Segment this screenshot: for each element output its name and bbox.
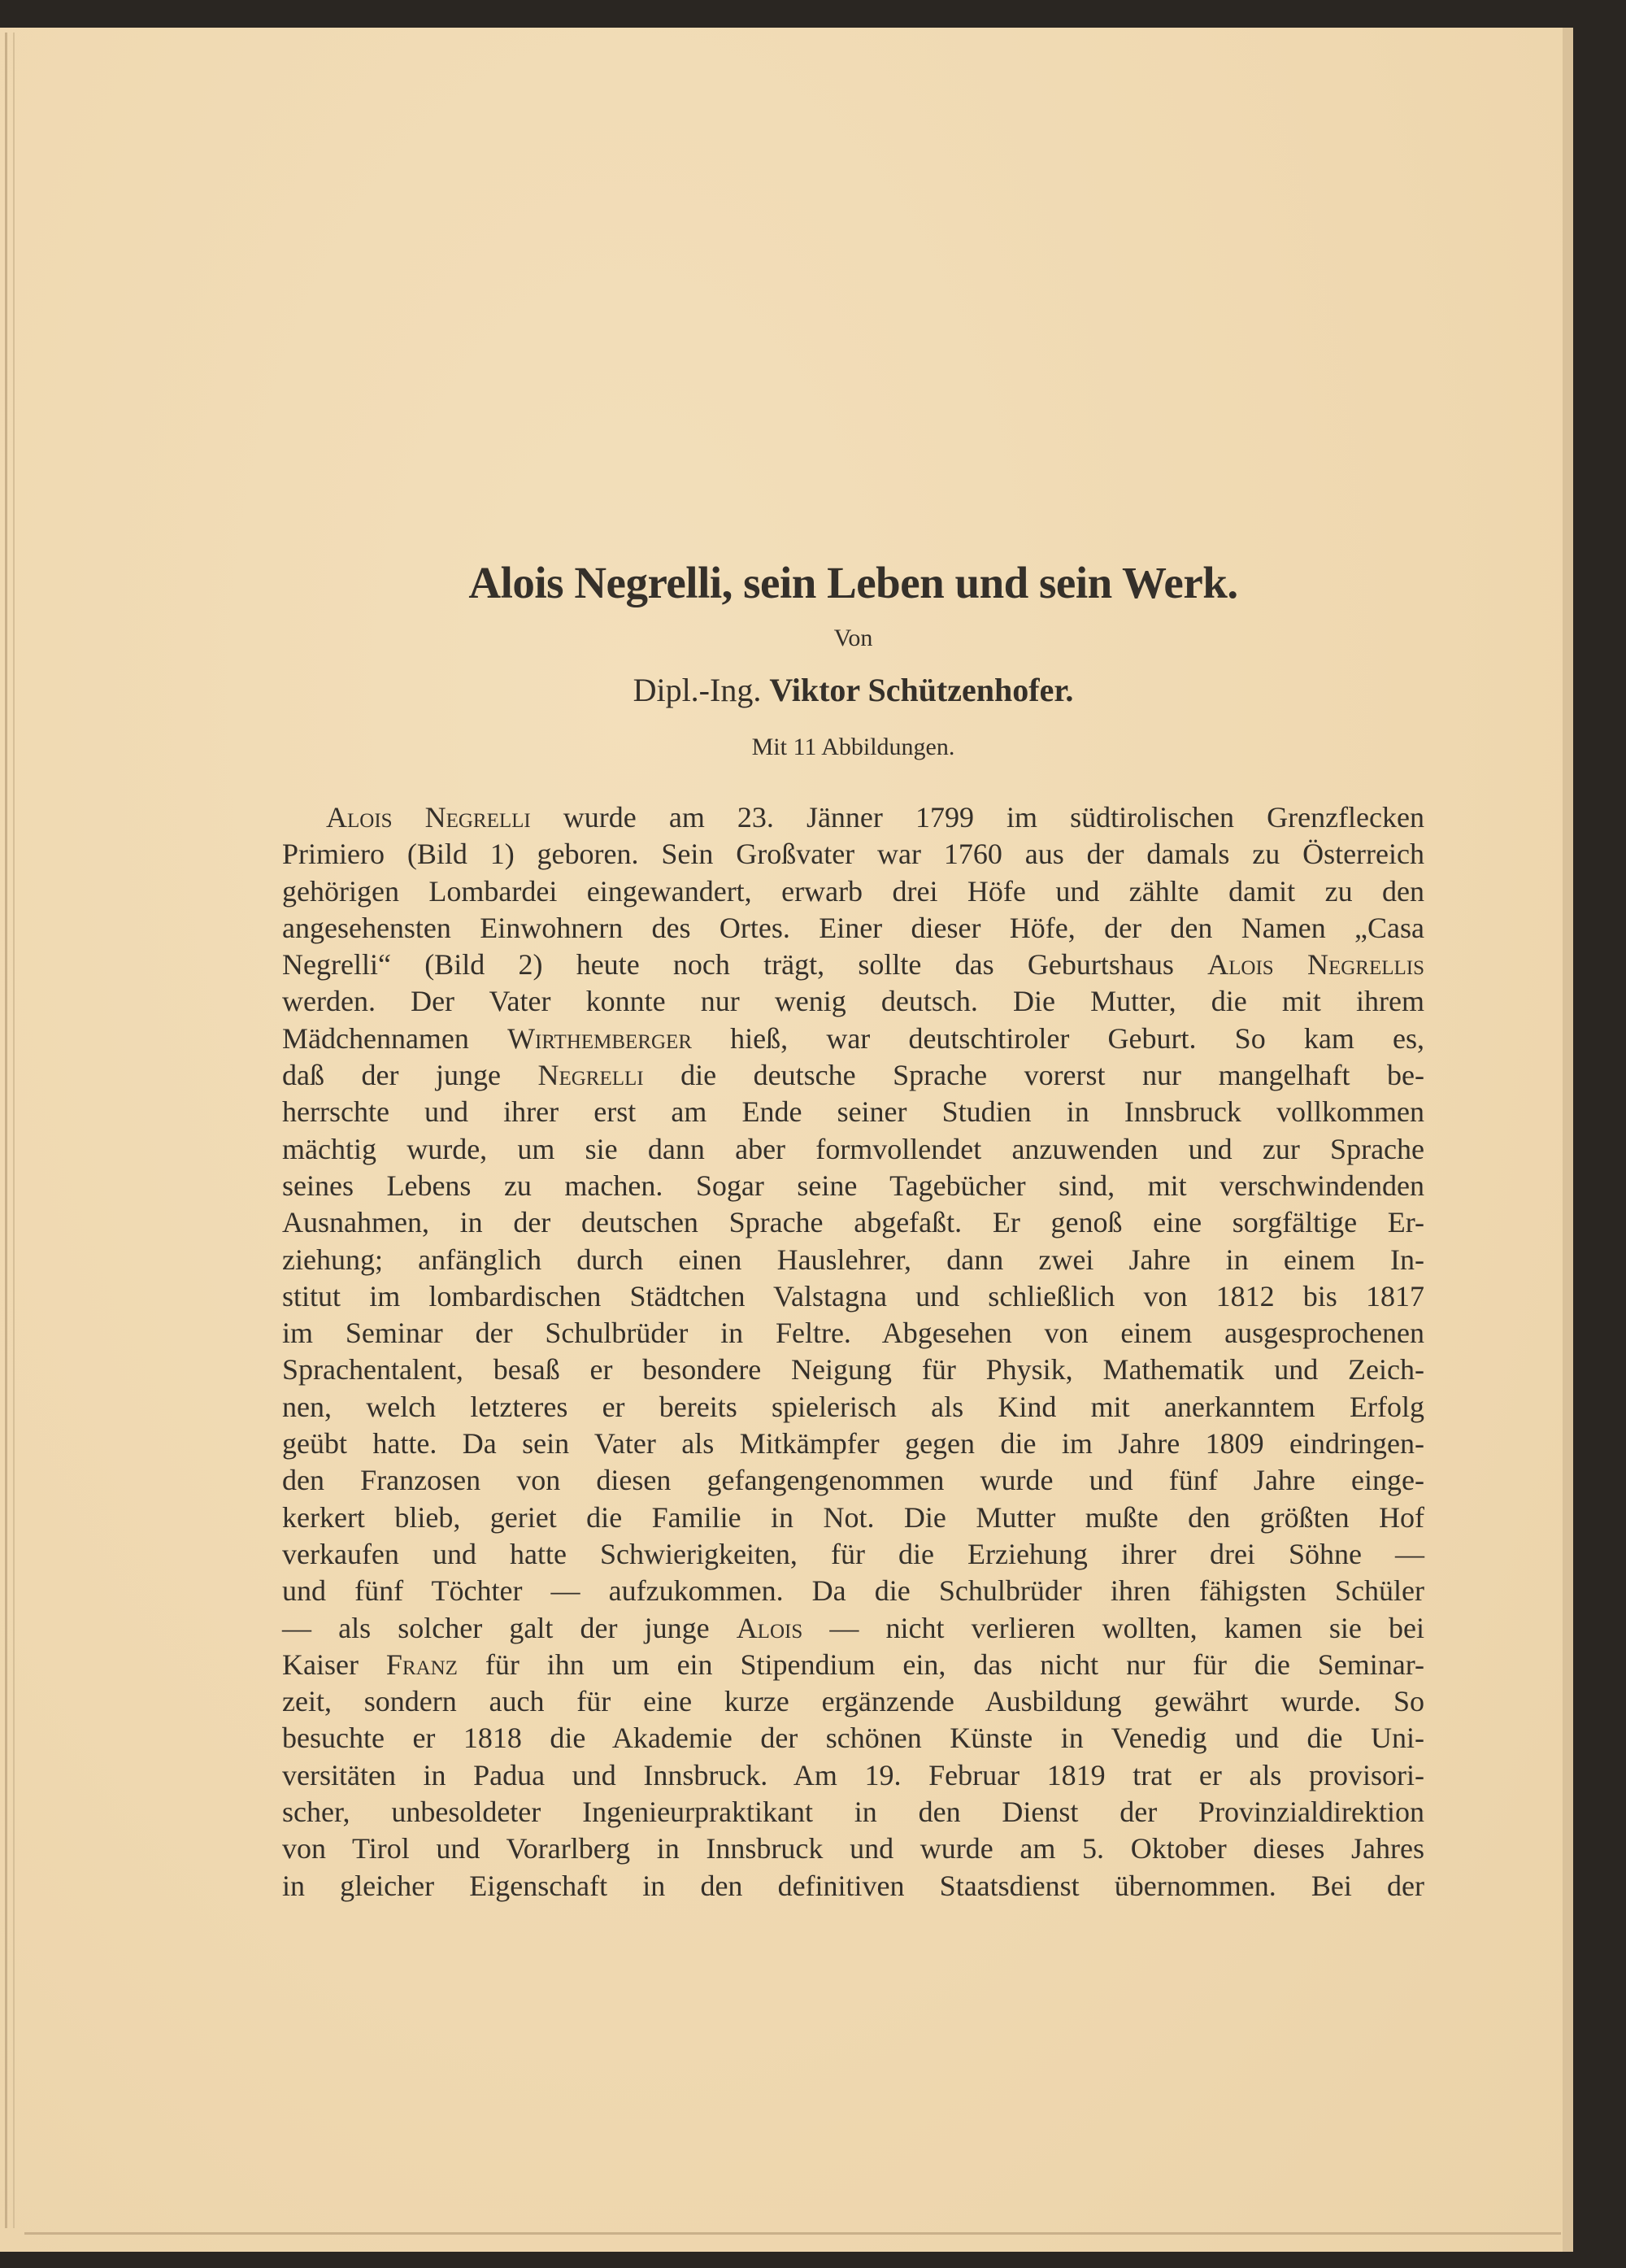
body-line xyxy=(282,1794,1424,1831)
body-line xyxy=(282,1094,1424,1130)
body-line xyxy=(282,1647,1424,1683)
small-caps-name: Alois Negrelli xyxy=(326,801,531,834)
small-caps-name: Negrelli xyxy=(537,1059,644,1092)
author-line xyxy=(282,671,1424,709)
small-caps-name: Wirthemberger xyxy=(507,1021,693,1055)
text-run: Sprachentalent, besaß er besondere Neigung für Physik, Mathematik und Zeich- xyxy=(282,1353,1424,1386)
text-run: zeit, sondern auch für eine kurze ergänzende Ausbildung gewährt wurde. So xyxy=(282,1685,1424,1718)
text-run: gehörigen Lombardei eingewandert, erwarb drei Höfe und zählte damit zu den xyxy=(282,874,1424,908)
text-run: mächtig wurde, um sie dann aber formvollendet anzuwenden und zur Sprache xyxy=(282,1132,1424,1165)
text-run: Negrelli“ (Bild 2) heute noch trägt, sollte das Geburtshaus xyxy=(282,948,1208,982)
body-line xyxy=(282,1021,1424,1057)
text-run: und fünf Töchter — aufzukommen. Da die Schulbrüder ihren fähigsten Schüler xyxy=(282,1574,1424,1608)
text-run: Ausnahmen, in der deutschen Sprache abgefaßt. Er genoß eine sorgfältige Er- xyxy=(282,1206,1424,1239)
text-run: von Tirol und Vorarlberg in Innsbruck und wurde am 5. Oktober dieses Jahres xyxy=(282,1832,1424,1865)
text-run: versitäten in Padua und Innsbruck. Am 19. Februar 1819 trat er als provisori- xyxy=(282,1758,1424,1791)
body-line xyxy=(282,1757,1424,1794)
body-line xyxy=(282,1204,1424,1241)
body-line xyxy=(282,1536,1424,1573)
byline-prefix: Von xyxy=(833,625,873,651)
body-line xyxy=(282,1131,1424,1168)
text-run: den Franzosen von diesen gefangengenommen wurde und fünf Jahre einge- xyxy=(282,1464,1424,1497)
text-run: stitut im lombardischen Städtchen Valstagna und schließlich von 1812 bis 1817 xyxy=(282,1279,1424,1312)
body-line xyxy=(282,1168,1424,1204)
body-line xyxy=(282,1389,1424,1426)
text-run: daß der junge xyxy=(282,1059,538,1092)
body-line xyxy=(282,1462,1424,1499)
body-line xyxy=(282,947,1424,983)
body-line xyxy=(282,1057,1424,1094)
text-run: nen, welch letzteres er bereits spielerisch als Kind mit anerkanntem Erfolg xyxy=(282,1390,1424,1423)
small-caps-name: Franz xyxy=(385,1648,458,1681)
text-run: seines Lebens zu machen. Sogar seine Tagebücher sind, mit verschwindenden xyxy=(282,1169,1424,1202)
text-run: hieß, war deutschtiroler Geburt. So kam es, xyxy=(692,1021,1424,1055)
body-line xyxy=(282,1683,1424,1720)
text-run: geübt hatte. Da sein Vater als Mitkämpfer gegen die im Jahre 1809 eindringen- xyxy=(282,1427,1424,1460)
body-line xyxy=(282,1500,1424,1536)
body-line xyxy=(282,1831,1424,1867)
article-title: Alois Negrelli, sein Leben und sein Werk. xyxy=(468,558,1238,607)
body-line xyxy=(282,1868,1424,1905)
author-name: Viktor Schützenhofer. xyxy=(769,672,1074,708)
body-line xyxy=(282,836,1424,873)
text-run: — nicht verlieren wollten, kamen sie bei xyxy=(802,1611,1424,1644)
text-run: scher, unbesoldeter Ingenieurpraktikant in den Dienst der Provinzialdirektion xyxy=(282,1796,1424,1829)
body-line xyxy=(282,1242,1424,1278)
figures-note: Mit 11 Abbildungen. xyxy=(751,734,955,760)
text-run: verkaufen und hatte Schwierigkeiten, für die Erziehung ihrer drei Söhne — xyxy=(282,1537,1424,1570)
text-run: werden. Der Vater konnte nur wenig deutsch. Die Mutter, die mit ihrem xyxy=(282,985,1424,1018)
text-run: herrschte und ihrer erst am Ende seiner Studien in Innsbruck vollkommen xyxy=(282,1095,1424,1129)
author-degree: Dipl.-Ing. xyxy=(633,672,762,708)
text-run: im Seminar der Schulbrüder in Feltre. Abgesehen von einem ausgesprochenen xyxy=(282,1317,1424,1350)
body-line xyxy=(282,1352,1424,1388)
small-caps-name: Alois Negrellis xyxy=(1207,948,1424,982)
body-line xyxy=(282,1315,1424,1352)
body-line xyxy=(282,1720,1424,1757)
body-line xyxy=(282,1573,1424,1609)
body-line xyxy=(282,1278,1424,1315)
body-line xyxy=(282,983,1424,1020)
text-run: für ihn um ein Stipendium ein, das nicht nur für die Seminar- xyxy=(457,1648,1424,1681)
body-line xyxy=(282,910,1424,947)
text-run: die deutsche Sprache vorerst nur mangelhaft be- xyxy=(643,1059,1424,1092)
small-caps-name: Alois xyxy=(736,1611,803,1644)
page-edge-right xyxy=(1563,28,1573,2252)
page-edge-bottom xyxy=(24,2232,1561,2235)
body-line xyxy=(282,873,1424,910)
body-line xyxy=(282,799,1424,836)
text-run: Primiero (Bild 1) geboren. Sein Großvater war 1760 aus der damals zu Österreich xyxy=(282,838,1424,871)
text-run: angesehensten Einwohnern des Ortes. Einer dieser Höfe, der den Namen „Casa xyxy=(282,911,1424,944)
text-run: Kaiser xyxy=(282,1648,386,1681)
text-run: wurde am 23. Jänner 1799 im südtirolischen Grenzflecken xyxy=(530,801,1424,834)
text-run: kerkert blieb, geriet die Familie in Not. Die Mutter mußte den größten Hof xyxy=(282,1500,1424,1534)
page-edge-left-inner xyxy=(13,33,15,2228)
text-run: Mädchennamen xyxy=(282,1021,508,1055)
article-body xyxy=(282,799,1424,1905)
page-edge-left xyxy=(5,33,7,2228)
text-run: ziehung; anfänglich durch einen Hauslehrer, dann zwei Jahre in einem In- xyxy=(282,1243,1424,1276)
text-run: besuchte er 1818 die Akademie der schönen Künste in Venedig und die Uni- xyxy=(282,1722,1424,1755)
text-run: in gleicher Eigenschaft in den definitiven Staatsdienst übernommen. Bei der xyxy=(282,1869,1424,1902)
body-line xyxy=(282,1610,1424,1647)
text-run: — als solcher galt der junge xyxy=(282,1611,737,1644)
body-line xyxy=(282,1426,1424,1462)
